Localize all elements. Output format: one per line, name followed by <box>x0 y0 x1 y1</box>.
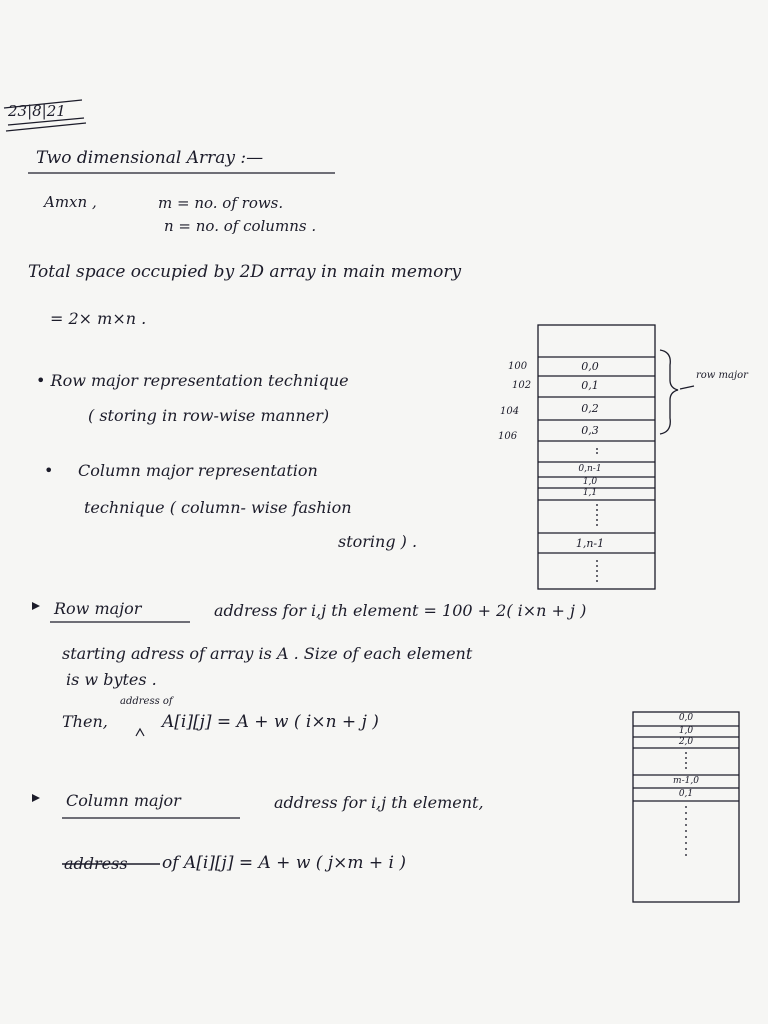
starting-address-text: starting adress of array is A . Size of each element <box>62 644 473 663</box>
cell-0-0: 0,0 <box>581 360 599 373</box>
total-space-text: Total space occupied by 2D array in main memory <box>28 262 462 282</box>
column-major-general-formula: of A[i][j] = A + w ( j×m + i ) <box>162 853 406 873</box>
address-100: 100 <box>508 361 528 372</box>
date: 23|8|21 <box>8 102 66 120</box>
cell-0-n-1: 0,n-1 <box>578 464 602 474</box>
total-space-formula: = 2× m×n . <box>50 309 147 328</box>
cell-0-1: 0,1 <box>581 379 599 392</box>
address-102: 102 <box>512 380 532 391</box>
address-106: 106 <box>498 431 518 442</box>
column-address-struck: address <box>64 854 128 873</box>
cell2-1-0: 1,0 <box>678 726 694 736</box>
element-size-text: is w bytes . <box>66 670 157 689</box>
address-of-note: address of <box>120 696 173 707</box>
rows-def: m = no. of rows. <box>158 194 284 212</box>
address-104: 104 <box>500 406 520 417</box>
heading: Two dimensional Array :— <box>36 148 264 168</box>
column-major-title: Column major <box>66 791 181 810</box>
arrow-bullet-1 <box>32 602 40 610</box>
insertion-caret <box>136 729 144 736</box>
amxn-label: Amxn , <box>44 193 97 211</box>
then-label: Then, <box>62 712 108 731</box>
row-major-technique-line2: ( storing in row-wise manner) <box>88 406 330 425</box>
row-major-formula: address for i,j th element = 100 + 2( i×n + j ) <box>214 601 587 620</box>
row-major-brace <box>660 350 678 434</box>
row-major-general-formula: A[i][j] = A + w ( i×n + j ) <box>162 712 379 732</box>
cell2-2-0: 2,0 <box>678 737 694 747</box>
cell2-m-1-0: m-1,0 <box>673 776 699 786</box>
column-major-technique-line2: technique ( column- wise fashion <box>84 498 352 517</box>
cell-1-n-1: 1,n-1 <box>575 537 605 550</box>
row-major-technique-line1: • Row major representation technique <box>36 371 349 390</box>
brace-label: row major <box>696 370 748 381</box>
column-major-technique-line1: Column major representation <box>78 461 318 480</box>
cell-0-3: 0,3 <box>581 424 599 437</box>
cell-1-1: 1,1 <box>582 488 598 498</box>
arrow-bullet-2 <box>32 794 40 802</box>
column-major-formula: address for i,j th element, <box>274 793 484 812</box>
cell2-0-1: 0,1 <box>678 789 694 799</box>
row-major-title: Row major <box>54 599 142 618</box>
cols-def: n = no. of columns . <box>164 217 317 235</box>
cell-1-0: 1,0 <box>582 477 598 487</box>
cell-0-2: 0,2 <box>581 402 599 415</box>
cell2-0-0: 0,0 <box>678 713 694 723</box>
column-major-bullet: • <box>44 461 54 480</box>
column-major-technique-line3: storing ) . <box>338 532 418 551</box>
